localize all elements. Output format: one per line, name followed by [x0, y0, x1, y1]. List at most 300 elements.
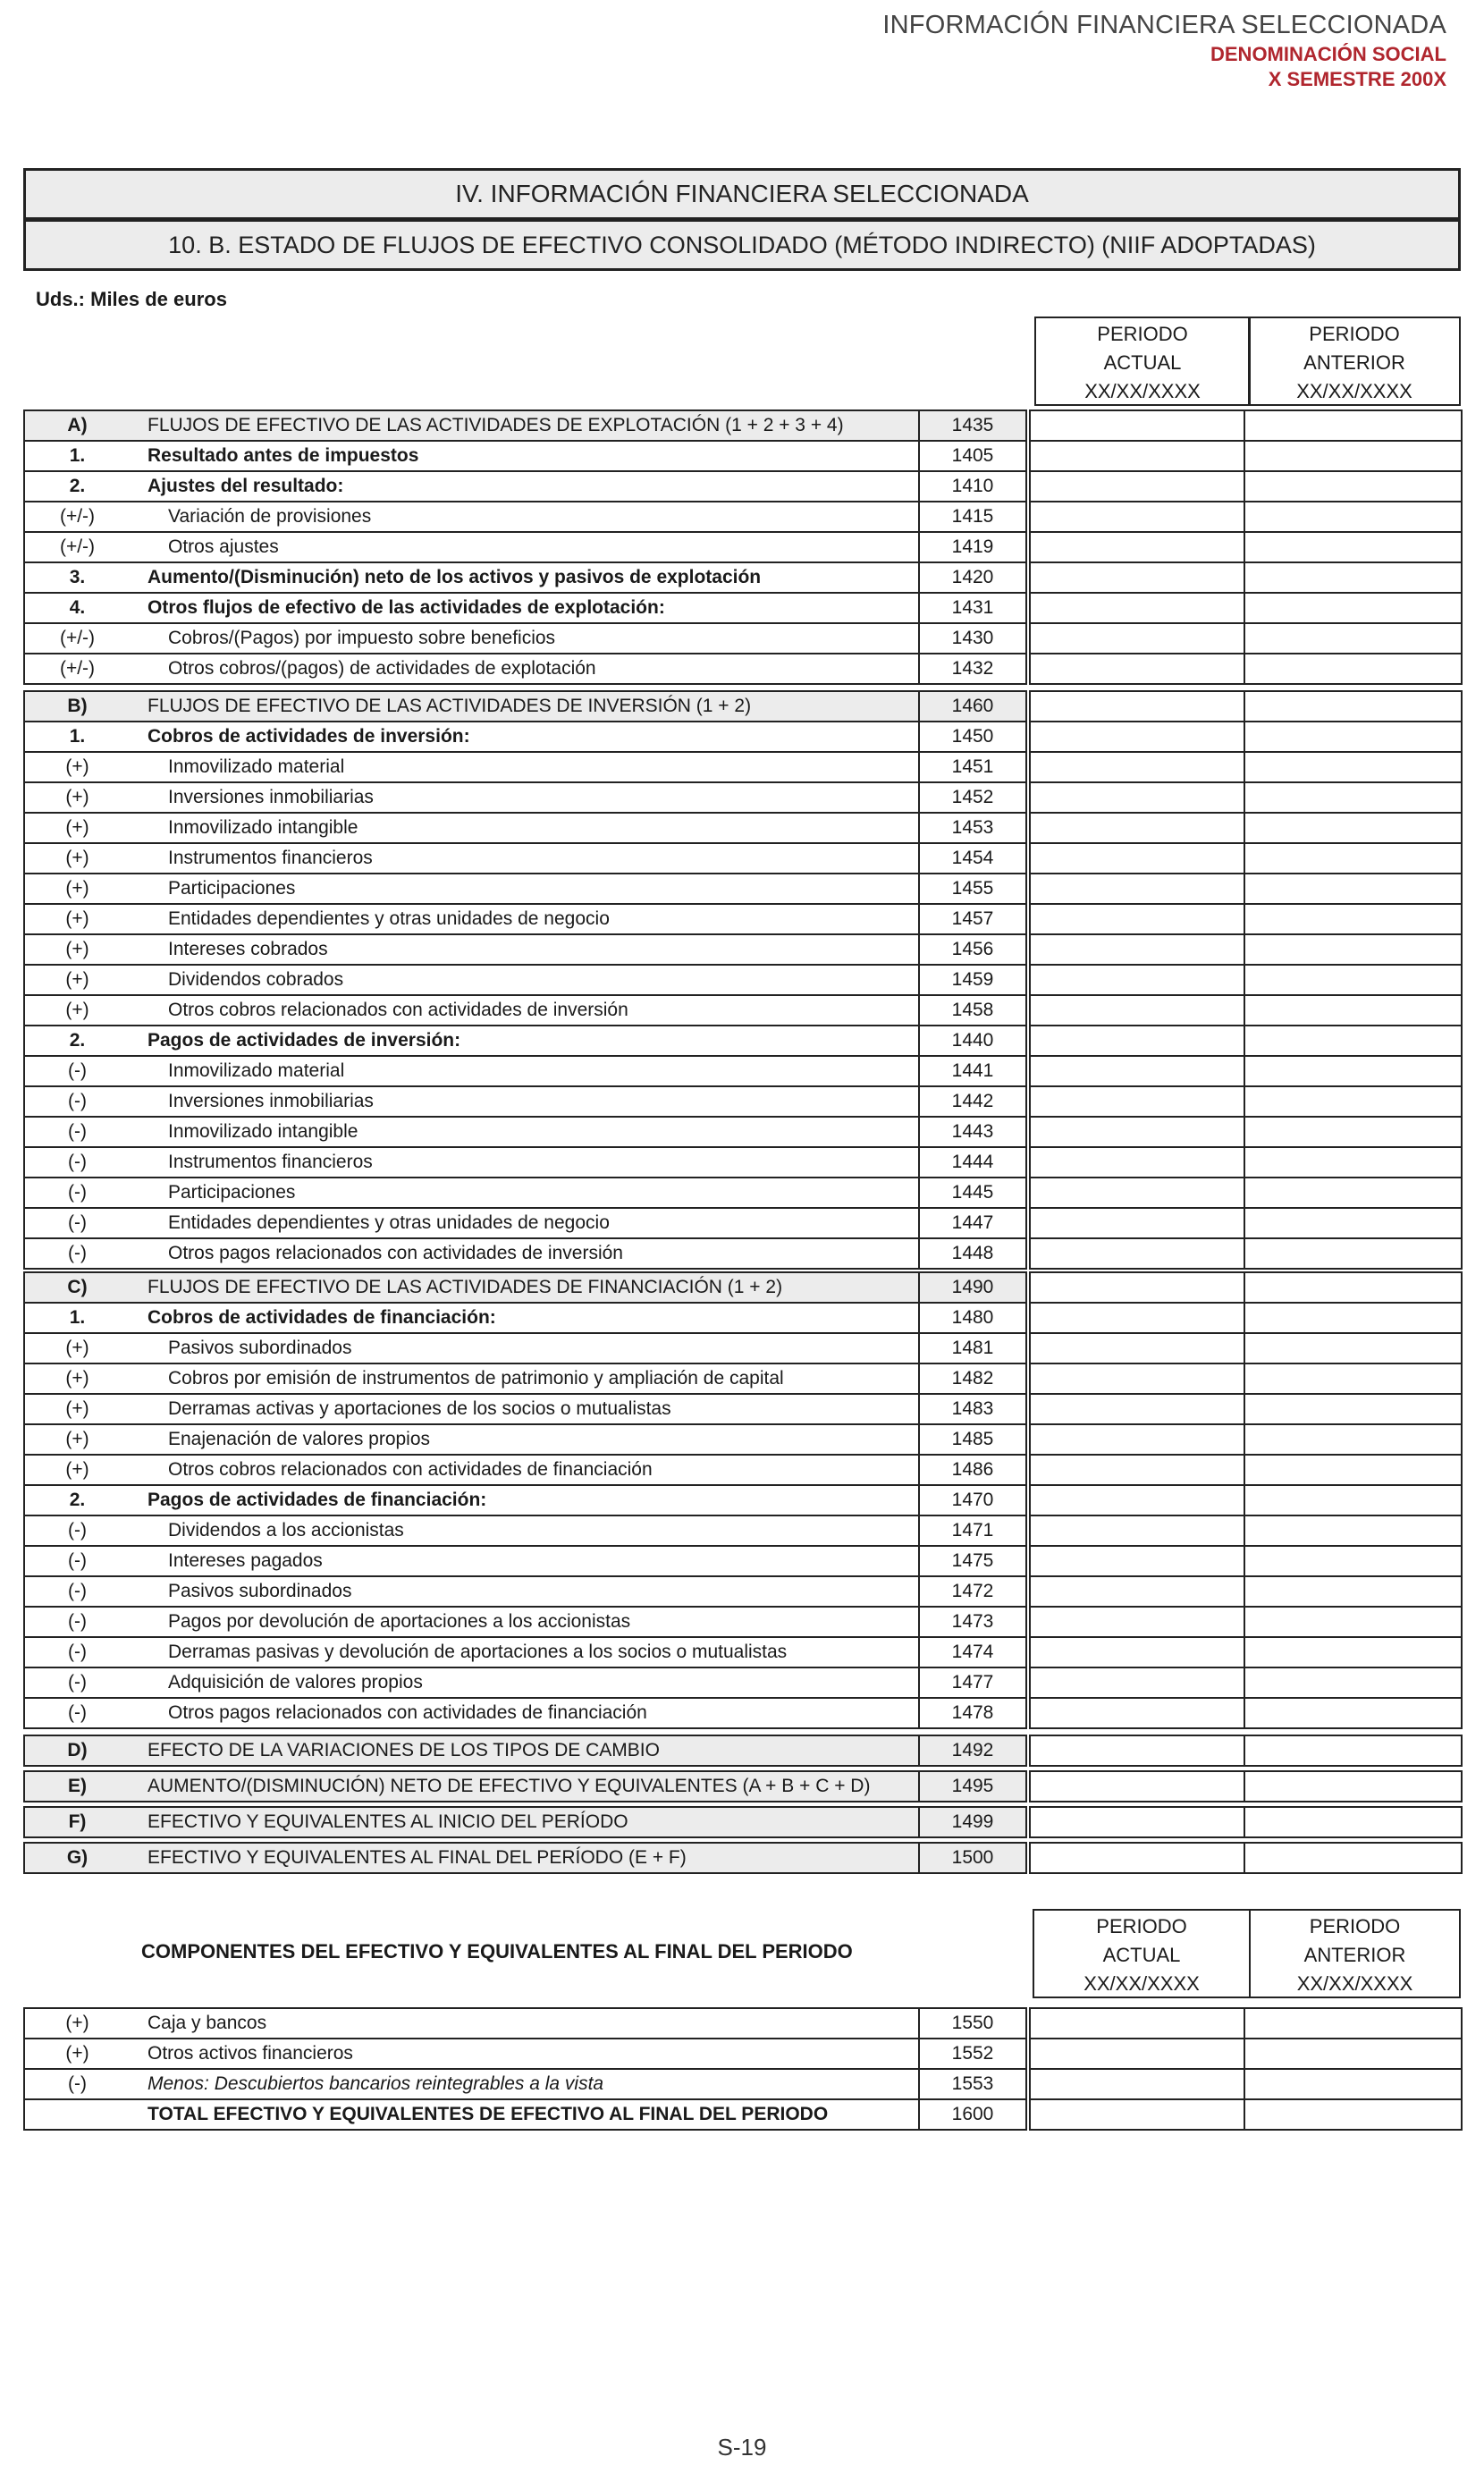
row-label: 1.	[24, 1303, 130, 1333]
row-description: Intereses pagados	[130, 1546, 919, 1576]
row-label: 2.	[24, 471, 130, 502]
table-row	[24, 593, 1462, 623]
current-period-value-cell[interactable]	[1030, 1238, 1244, 1269]
previous-period-value-cell[interactable]	[1244, 874, 1462, 904]
current-period-value-cell[interactable]	[1030, 1424, 1244, 1455]
row-code: 1435	[919, 410, 1026, 441]
row-code: 1405	[919, 441, 1026, 471]
current-period-value-cell[interactable]	[1030, 654, 1244, 684]
row-code: 1483	[919, 1394, 1026, 1424]
current-period-value-cell[interactable]	[1030, 1485, 1244, 1515]
table-row	[24, 1698, 1462, 1728]
previous-period-value-cell[interactable]	[1244, 502, 1462, 532]
current-period-value-cell[interactable]	[1030, 410, 1244, 441]
current-period-value-cell[interactable]	[1030, 502, 1244, 532]
table-row	[24, 441, 1462, 471]
current-period-value-cell[interactable]	[1030, 1667, 1244, 1698]
row-description: Pasivos subordinados	[130, 1576, 919, 1607]
previous-period-value-cell[interactable]	[1244, 1056, 1462, 1086]
table-row	[24, 1667, 1462, 1698]
table-row	[24, 1147, 1462, 1178]
row-label: (+)	[24, 874, 130, 904]
previous-period-value-cell[interactable]	[1244, 2069, 1462, 2099]
statement-section-5	[23, 1806, 1463, 1838]
previous-period-value-cell[interactable]	[1244, 782, 1462, 813]
row-label: (-)	[24, 1147, 130, 1178]
previous-period-value-cell[interactable]	[1244, 562, 1462, 593]
previous-period-value-cell[interactable]	[1244, 2099, 1462, 2130]
semester-label: X SEMESTRE 200X	[1268, 68, 1446, 90]
row-description: Pagos de actividades de financiación:	[130, 1485, 919, 1515]
previous-period-value-cell[interactable]	[1244, 1576, 1462, 1607]
previous-period-value-cell[interactable]	[1244, 904, 1462, 934]
current-period-value-cell[interactable]	[1030, 1394, 1244, 1424]
row-description: Dividendos cobrados	[130, 965, 919, 995]
row-code: 1495	[919, 1771, 1026, 1802]
table-row	[24, 623, 1462, 654]
row-code: 1485	[919, 1424, 1026, 1455]
row-code: 1415	[919, 502, 1026, 532]
current-period-value-cell[interactable]	[1030, 1147, 1244, 1178]
table-row	[24, 1026, 1462, 1056]
row-label: (-)	[24, 2069, 130, 2099]
table-row	[24, 532, 1462, 562]
previous-period-value-cell[interactable]	[1244, 2008, 1462, 2039]
previous-period-value-cell[interactable]	[1244, 752, 1462, 782]
previous-period-value-cell[interactable]	[1244, 1843, 1462, 1873]
previous-period-value-cell[interactable]	[1244, 1637, 1462, 1667]
current-period-value-cell[interactable]	[1030, 722, 1244, 752]
previous-period-value-cell[interactable]	[1244, 1607, 1462, 1637]
table-row	[24, 471, 1462, 502]
row-label: (+)	[24, 1363, 130, 1394]
row-description: Instrumentos financieros	[130, 1147, 919, 1178]
previous-period-value-cell[interactable]	[1244, 722, 1462, 752]
table-row	[24, 1807, 1462, 1837]
previous-period-line-3: XX/XX/XXXX	[1296, 380, 1412, 402]
current-period-value-cell[interactable]	[1030, 471, 1244, 502]
table-row	[24, 995, 1462, 1026]
row-description: Inmovilizado intangible	[130, 1117, 919, 1147]
table-row	[24, 502, 1462, 532]
row-label: (+)	[24, 752, 130, 782]
current-period-value-cell[interactable]	[1030, 1333, 1244, 1363]
table-row	[24, 1303, 1462, 1333]
previous-period-value-cell[interactable]	[1244, 410, 1462, 441]
row-label: F)	[24, 1807, 130, 1837]
row-label: (-)	[24, 1056, 130, 1086]
table-row	[24, 1394, 1462, 1424]
current-period-value-cell[interactable]	[1030, 904, 1244, 934]
row-label: (+)	[24, 843, 130, 874]
row-label: G)	[24, 1843, 130, 1873]
previous-period-value-cell[interactable]	[1244, 1117, 1462, 1147]
row-code: 1478	[919, 1698, 1026, 1728]
row-label: (-)	[24, 1238, 130, 1269]
previous-period-value-cell[interactable]	[1244, 1178, 1462, 1208]
row-code: 1431	[919, 593, 1026, 623]
row-description: FLUJOS DE EFECTIVO DE LAS ACTIVIDADES DE EXPLOTACIÓN (1 + 2 + 3 + 4)	[130, 410, 919, 441]
row-code: 1455	[919, 874, 1026, 904]
row-description: AUMENTO/(DISMINUCIÓN) NETO DE EFECTIVO Y EQUIVALENTES (A + B + C + D)	[130, 1771, 919, 1802]
row-description: EFECTO DE LA VARIACIONES DE LOS TIPOS DE CAMBIO	[130, 1735, 919, 1766]
row-code: 1470	[919, 1485, 1026, 1515]
row-description: Variación de provisiones	[130, 502, 919, 532]
table-row	[24, 1735, 1462, 1766]
row-label: (-)	[24, 1698, 130, 1728]
current-period-value-cell[interactable]	[1030, 1607, 1244, 1637]
row-label: (-)	[24, 1086, 130, 1117]
row-label: D)	[24, 1735, 130, 1766]
table-row	[24, 1056, 1462, 1086]
row-description: Inmovilizado material	[130, 752, 919, 782]
previous-period-value-cell[interactable]	[1244, 691, 1462, 722]
row-code: 1432	[919, 654, 1026, 684]
table-row	[24, 722, 1462, 752]
previous-period-value-cell[interactable]	[1244, 1363, 1462, 1394]
table-row	[24, 874, 1462, 904]
row-code: 1480	[919, 1303, 1026, 1333]
table-row	[24, 1117, 1462, 1147]
previous-period-value-cell[interactable]	[1244, 1272, 1462, 1303]
row-description: Caja y bancos	[130, 2008, 919, 2039]
current-period-value-cell[interactable]	[1030, 1455, 1244, 1485]
row-label	[24, 2099, 130, 2130]
row-label: 1.	[24, 722, 130, 752]
current-period-line-2: ACTUAL	[1103, 351, 1182, 374]
previous-period-value-cell[interactable]	[1244, 1208, 1462, 1238]
row-code: 1444	[919, 1147, 1026, 1178]
table-row	[24, 1607, 1462, 1637]
table-row	[24, 1485, 1462, 1515]
row-code: 1475	[919, 1546, 1026, 1576]
row-label: (-)	[24, 1607, 130, 1637]
row-code: 1550	[919, 2008, 1026, 2039]
row-label: 1.	[24, 441, 130, 471]
statement-section-2	[23, 1271, 1463, 1729]
table-row	[24, 1546, 1462, 1576]
table-row	[24, 752, 1462, 782]
table-row	[24, 654, 1462, 684]
previous-period-value-cell[interactable]	[1244, 1238, 1462, 1269]
row-description: Entidades dependientes y otras unidades de negocio	[130, 1208, 919, 1238]
table-row	[24, 1455, 1462, 1485]
row-description: Pagos de actividades de inversión:	[130, 1026, 919, 1056]
current-period-value-cell[interactable]	[1030, 874, 1244, 904]
statement-section-4	[23, 1770, 1463, 1802]
row-label: (+)	[24, 1394, 130, 1424]
current-period-value-cell[interactable]	[1030, 441, 1244, 471]
current-period-value-cell[interactable]	[1030, 2039, 1244, 2069]
current-period-value-cell[interactable]	[1030, 1272, 1244, 1303]
units-label: Uds.: Miles de euros	[36, 288, 227, 310]
previous-period-value-cell[interactable]	[1244, 1515, 1462, 1546]
previous-period-value-cell[interactable]	[1244, 1455, 1462, 1485]
table-row	[24, 1771, 1462, 1802]
row-description: TOTAL EFECTIVO Y EQUIVALENTES DE EFECTIVO AL FINAL DEL PERIODO	[130, 2099, 919, 2130]
row-code: 1443	[919, 1117, 1026, 1147]
previous-period-value-cell[interactable]	[1244, 1303, 1462, 1333]
table-row	[24, 1576, 1462, 1607]
row-description: FLUJOS DE EFECTIVO DE LAS ACTIVIDADES DE INVERSIÓN (1 + 2)	[130, 691, 919, 722]
row-code: 1492	[919, 1735, 1026, 1766]
row-description: Otros pagos relacionados con actividades de financiación	[130, 1698, 919, 1728]
previous-period-value-cell[interactable]	[1244, 934, 1462, 965]
previous-period-value-cell[interactable]	[1244, 623, 1462, 654]
row-code: 1453	[919, 813, 1026, 843]
row-code: 1460	[919, 691, 1026, 722]
row-code: 1458	[919, 995, 1026, 1026]
row-label: (+)	[24, 934, 130, 965]
previous-period-value-cell[interactable]	[1244, 593, 1462, 623]
current-period-value-cell[interactable]	[1030, 1637, 1244, 1667]
row-description: Derramas activas y aportaciones de los socios o mutualistas	[130, 1394, 919, 1424]
previous-period-value-cell[interactable]	[1244, 843, 1462, 874]
current-period-value-cell[interactable]	[1030, 934, 1244, 965]
row-label: (-)	[24, 1117, 130, 1147]
row-description: Dividendos a los accionistas	[130, 1515, 919, 1546]
components-current-line-2: ACTUAL	[1102, 1944, 1181, 1966]
previous-period-value-cell[interactable]	[1244, 1026, 1462, 1056]
table-row	[24, 1363, 1462, 1394]
previous-period-value-cell[interactable]	[1244, 532, 1462, 562]
row-code: 1441	[919, 1056, 1026, 1086]
current-period-value-cell[interactable]	[1030, 623, 1244, 654]
row-label: (-)	[24, 1208, 130, 1238]
current-period-value-cell[interactable]	[1030, 1546, 1244, 1576]
row-label: (+)	[24, 995, 130, 1026]
current-period-value-cell[interactable]	[1030, 1735, 1244, 1766]
previous-period-value-cell[interactable]	[1244, 1546, 1462, 1576]
table-row	[24, 843, 1462, 874]
row-code: 1486	[919, 1455, 1026, 1485]
row-label: 2.	[24, 1026, 130, 1056]
row-code: 1456	[919, 934, 1026, 965]
row-code: 1450	[919, 722, 1026, 752]
table-row	[24, 1515, 1462, 1546]
current-period-value-cell[interactable]	[1030, 691, 1244, 722]
row-label: 2.	[24, 1485, 130, 1515]
current-period-line-1: PERIODO	[1097, 323, 1188, 345]
current-period-value-cell[interactable]	[1030, 1698, 1244, 1728]
row-description: Cobros/(Pagos) por impuesto sobre beneficios	[130, 623, 919, 654]
current-period-value-cell[interactable]	[1030, 2069, 1244, 2099]
previous-period-header	[1248, 317, 1461, 406]
statement-title: 10. B. ESTADO DE FLUJOS DE EFECTIVO CONSOLIDADO (MÉTODO INDIRECTO) (NIIF ADOPTADAS)	[23, 219, 1461, 271]
row-description: Enajenación de valores propios	[130, 1424, 919, 1455]
statement-section-3	[23, 1735, 1463, 1767]
row-description: Pasivos subordinados	[130, 1333, 919, 1363]
row-description: Menos: Descubiertos bancarios reintegrables a la vista	[130, 2069, 919, 2099]
current-period-value-cell[interactable]	[1030, 593, 1244, 623]
current-period-value-cell[interactable]	[1030, 752, 1244, 782]
row-label: (+)	[24, 904, 130, 934]
row-label: (-)	[24, 1576, 130, 1607]
row-code: 1457	[919, 904, 1026, 934]
statement-section-0	[23, 409, 1463, 685]
row-description: Inmovilizado intangible	[130, 813, 919, 843]
previous-period-value-cell[interactable]	[1244, 1086, 1462, 1117]
table-row	[24, 1238, 1462, 1269]
row-label: B)	[24, 691, 130, 722]
row-code: 1448	[919, 1238, 1026, 1269]
row-label: (+/-)	[24, 654, 130, 684]
current-period-value-cell[interactable]	[1030, 532, 1244, 562]
current-period-value-cell[interactable]	[1030, 2099, 1244, 2130]
row-label: (+)	[24, 1424, 130, 1455]
row-code: 1430	[919, 623, 1026, 654]
row-code: 1445	[919, 1178, 1026, 1208]
current-period-value-cell[interactable]	[1030, 1843, 1244, 1873]
row-code: 1454	[919, 843, 1026, 874]
previous-period-value-cell[interactable]	[1244, 2039, 1462, 2069]
previous-period-value-cell[interactable]	[1244, 1698, 1462, 1728]
row-code: 1500	[919, 1843, 1026, 1873]
previous-period-value-cell[interactable]	[1244, 813, 1462, 843]
current-period-value-cell[interactable]	[1030, 965, 1244, 995]
previous-period-value-cell[interactable]	[1244, 1333, 1462, 1363]
row-label: (+)	[24, 1333, 130, 1363]
row-description: Participaciones	[130, 874, 919, 904]
row-code: 1499	[919, 1807, 1026, 1837]
row-code: 1420	[919, 562, 1026, 593]
current-period-value-cell[interactable]	[1030, 1515, 1244, 1546]
row-code: 1474	[919, 1637, 1026, 1667]
components-previous-line-2: ANTERIOR	[1303, 1944, 1406, 1966]
row-code: 1440	[919, 1026, 1026, 1056]
row-code: 1471	[919, 1515, 1026, 1546]
previous-period-value-cell[interactable]	[1244, 654, 1462, 684]
row-label: (-)	[24, 1515, 130, 1546]
row-description: Inmovilizado material	[130, 1056, 919, 1086]
previous-period-value-cell[interactable]	[1244, 1667, 1462, 1698]
previous-period-value-cell[interactable]	[1244, 1147, 1462, 1178]
current-period-value-cell[interactable]	[1030, 2008, 1244, 2039]
row-code: 1451	[919, 752, 1026, 782]
row-label: (-)	[24, 1667, 130, 1698]
row-label: (+/-)	[24, 502, 130, 532]
row-description: Aumento/(Disminución) neto de los activos y pasivos de explotación	[130, 562, 919, 593]
previous-period-value-cell[interactable]	[1244, 1807, 1462, 1837]
current-period-value-cell[interactable]	[1030, 1026, 1244, 1056]
row-description: Entidades dependientes y otras unidades de negocio	[130, 904, 919, 934]
row-code: 1472	[919, 1576, 1026, 1607]
row-code: 1459	[919, 965, 1026, 995]
components-current-line-1: PERIODO	[1096, 1915, 1187, 1937]
components-previous-period-header	[1249, 1909, 1461, 1998]
table-row	[24, 562, 1462, 593]
row-label: 4.	[24, 593, 130, 623]
previous-period-value-cell[interactable]	[1244, 1424, 1462, 1455]
section-title: IV. INFORMACIÓN FINANCIERA SELECCIONADA	[23, 168, 1461, 220]
current-period-header	[1034, 317, 1251, 406]
row-description: Otros activos financieros	[130, 2039, 919, 2069]
row-description: Inversiones inmobiliarias	[130, 1086, 919, 1117]
row-code: 1490	[919, 1272, 1026, 1303]
table-row	[24, 691, 1462, 722]
row-code: 1419	[919, 532, 1026, 562]
table-row	[24, 2069, 1462, 2099]
previous-period-value-cell[interactable]	[1244, 965, 1462, 995]
current-period-value-cell[interactable]	[1030, 1086, 1244, 1117]
table-row	[24, 1086, 1462, 1117]
row-code: 1482	[919, 1363, 1026, 1394]
previous-period-value-cell[interactable]	[1244, 441, 1462, 471]
page-number: S-19	[717, 2434, 767, 2461]
components-previous-line-3: XX/XX/XXXX	[1296, 1972, 1413, 1995]
row-description: Cobros de actividades de financiación:	[130, 1303, 919, 1333]
current-period-value-cell[interactable]	[1030, 843, 1244, 874]
row-code: 1600	[919, 2099, 1026, 2130]
table-row	[24, 2008, 1462, 2039]
components-table	[23, 2007, 1463, 2131]
row-description: Participaciones	[130, 1178, 919, 1208]
row-label: (-)	[24, 1178, 130, 1208]
previous-period-value-cell[interactable]	[1244, 1735, 1462, 1766]
current-period-value-cell[interactable]	[1030, 1178, 1244, 1208]
current-period-value-cell[interactable]	[1030, 782, 1244, 813]
components-current-period-header	[1033, 1909, 1251, 1998]
previous-period-value-cell[interactable]	[1244, 471, 1462, 502]
current-period-value-cell[interactable]	[1030, 1576, 1244, 1607]
row-code: 1410	[919, 471, 1026, 502]
document-header-title: INFORMACIÓN FINANCIERA SELECCIONADA	[882, 11, 1446, 39]
current-period-value-cell[interactable]	[1030, 1363, 1244, 1394]
row-label: (+)	[24, 782, 130, 813]
row-label: (+)	[24, 813, 130, 843]
row-code: 1447	[919, 1208, 1026, 1238]
table-row	[24, 1208, 1462, 1238]
table-row	[24, 782, 1462, 813]
row-label: A)	[24, 410, 130, 441]
current-period-value-cell[interactable]	[1030, 1208, 1244, 1238]
components-title: COMPONENTES DEL EFECTIVO Y EQUIVALENTES AL FINAL DEL PERIODO	[141, 1940, 853, 1963]
row-code: 1553	[919, 2069, 1026, 2099]
components-current-line-3: XX/XX/XXXX	[1083, 1972, 1200, 1995]
current-period-value-cell[interactable]	[1030, 1056, 1244, 1086]
row-label: C)	[24, 1272, 130, 1303]
row-description: Derramas pasivas y devolución de aportaciones a los socios o mutualistas	[130, 1637, 919, 1667]
current-period-value-cell[interactable]	[1030, 1771, 1244, 1802]
row-description: Otros pagos relacionados con actividades de inversión	[130, 1238, 919, 1269]
row-label: 3.	[24, 562, 130, 593]
table-row	[24, 1178, 1462, 1208]
row-label: (+/-)	[24, 623, 130, 654]
row-code: 1481	[919, 1333, 1026, 1363]
current-period-value-cell[interactable]	[1030, 995, 1244, 1026]
previous-period-value-cell[interactable]	[1244, 1485, 1462, 1515]
table-row	[24, 2039, 1462, 2069]
row-description: Otros flujos de efectivo de las actividades de explotación:	[130, 593, 919, 623]
row-label: (+/-)	[24, 532, 130, 562]
previous-period-value-cell[interactable]	[1244, 995, 1462, 1026]
current-period-value-cell[interactable]	[1030, 1807, 1244, 1837]
current-period-value-cell[interactable]	[1030, 1117, 1244, 1147]
previous-period-value-cell[interactable]	[1244, 1394, 1462, 1424]
row-description: Adquisición de valores propios	[130, 1667, 919, 1698]
row-description: Otros cobros relacionados con actividades de financiación	[130, 1455, 919, 1485]
row-code: 1552	[919, 2039, 1026, 2069]
row-label: (+)	[24, 2039, 130, 2069]
current-period-value-cell[interactable]	[1030, 813, 1244, 843]
previous-period-value-cell[interactable]	[1244, 1771, 1462, 1802]
current-period-value-cell[interactable]	[1030, 562, 1244, 593]
row-description: Cobros de actividades de inversión:	[130, 722, 919, 752]
table-row	[24, 904, 1462, 934]
row-label: (-)	[24, 1637, 130, 1667]
current-period-value-cell[interactable]	[1030, 1303, 1244, 1333]
row-description: Cobros por emisión de instrumentos de patrimonio y ampliación de capital	[130, 1363, 919, 1394]
